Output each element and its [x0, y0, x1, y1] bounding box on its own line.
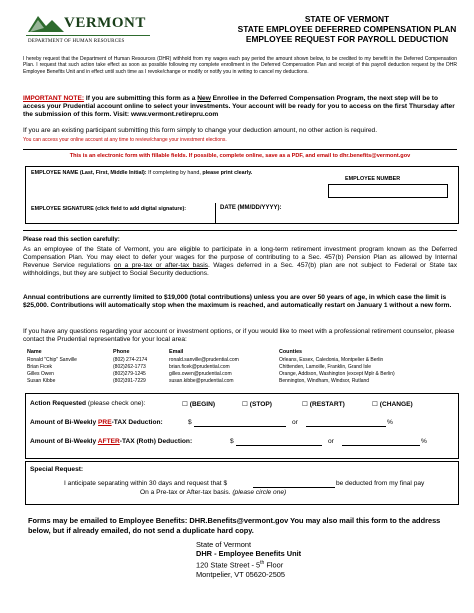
pretax-deduction-label: Amount of Bi-Weekly PRE-TAX Deduction: [30, 419, 163, 426]
action-begin-option[interactable]: ☐ (BEGIN) [182, 401, 216, 408]
employee-number-label: EMPLOYEE NUMBER [345, 176, 401, 182]
logo-name: VERMONT [64, 15, 146, 31]
date-label: DATE (MM/DD/YYYY): [220, 205, 282, 211]
rep-phone: (802)279-1245 [113, 371, 146, 377]
final-pay-amount-field[interactable] [253, 479, 335, 488]
tax-basis-choice[interactable]: On a Pre-tax or After-tax basis. (please circle one) [140, 489, 287, 496]
action-stop-option[interactable]: ☐ (STOP) [242, 401, 272, 408]
checkbox-icon[interactable]: ☐ [242, 401, 248, 408]
aftertax-percent-field[interactable] [342, 437, 420, 446]
mailing-address [196, 540, 301, 579]
col-email-header: Email [169, 349, 184, 355]
rep-counties: Orleans, Essex, Caledonia, Montpelier & Berlin [279, 357, 384, 363]
checkbox-icon[interactable]: ☐ [302, 401, 308, 408]
rep-name: Brian Ficek [27, 364, 53, 370]
rep-counties: Chittenden, Lamoille, Franklin, Grand Isle [279, 364, 371, 370]
rep-email[interactable]: ronald.sanville@prudential.com [169, 357, 239, 363]
employee-signature-field[interactable] [31, 213, 211, 222]
aftertax-dollar-field[interactable] [236, 437, 322, 446]
employee-signature-label: EMPLOYEE SIGNATURE (click field to add digital signature): [31, 206, 187, 212]
read-carefully-heading: Please read this section carefully: [23, 237, 120, 243]
col-name-header: Name [27, 349, 42, 355]
col-counties-header: Counties [279, 349, 303, 355]
rep-phone: (802) 274-2174 [113, 357, 148, 363]
contribution-limit-paragraph: Annual contributions are currently limited to $19,000 (total contributions) unless you are over 50 years of age, in which case the limit is $25,000. Contributions will automatically stop when the maximum is reached, and automatically restart on January 1 without a new form. [23, 294, 452, 309]
address-line2: DHR - Employee Benefits Unit [196, 549, 302, 559]
header-line2: STATE EMPLOYEE DEFERRED COMPENSATION PLAN [237, 24, 457, 34]
employee-number-field[interactable] [328, 184, 448, 198]
action-restart-option[interactable]: ☐ (RESTART) [302, 401, 345, 408]
rep-name: Ronald "Chip" Sanville [27, 357, 77, 363]
rep-counties: Bennington, Windham, Windsor, Rutland [279, 378, 370, 384]
important-note: IMPORTANT NOTE: If you are submitting this form as a New Enrollee in the Deferred Compensation Program, the next step will be to access your Prudential account online to select your investments. Your account will be ready for you to access on the first Thursday after the submission of this form. Visit: www.vermont.retirepru.com [23, 95, 455, 118]
address-line3: 120 State Street - 5th Floor [196, 559, 284, 570]
rep-email[interactable]: susan.kibbe@prudential.com [169, 378, 234, 384]
logo [26, 12, 161, 52]
existing-participant-note: If you are an existing participant submitting this form simply to change your deduction amount, no other action is required. [23, 127, 378, 134]
action-change-option[interactable]: ☐ (CHANGE) [372, 401, 413, 408]
header-line1: STATE OF VERMONT [304, 14, 390, 24]
rep-email[interactable]: gilles.owen@prudential.com [169, 371, 232, 377]
online-account-note: You can access your online account at any time to review/change your investment elections. [23, 137, 227, 143]
important-note-label: IMPORTANT NOTE: [23, 95, 85, 102]
contact-paragraph: If you have any questions regarding your account or investment options, or if you would like to meet with a professional retirement counselor, please contact the Prudential representative for your local area: [23, 328, 455, 343]
pretax-dollar-field[interactable] [194, 418, 286, 427]
address-line4: Montpelier, VT 05620-2505 [196, 569, 286, 579]
intro-paragraph: I hereby request that the Department of Human Resources (DHR) withhold from my wages each pay period the amount shown below, to be credited to my benefit in the Deferred Compensation Plan. I request that such action take effect as soon as possible following my complete enrollment in the Deferred Compensation Plan and receipt of this payroll deduction request by the DHR Employee Benefits Unit and in effect until such time as I revoke/change or modify or notify you in writing to cancel my deductions. [23, 56, 457, 75]
representatives-table [27, 349, 447, 391]
date-field[interactable] [215, 203, 315, 223]
rep-counties: Orange, Addison, Washington (except Mplr & Berlin) [279, 371, 395, 377]
rep-email[interactable]: brian.ficek@prudential.com [169, 364, 230, 370]
header-line3: EMPLOYEE REQUEST FOR PAYROLL DEDUCTION [245, 34, 449, 44]
special-request-text: I anticipate separating within 30 days and request that $ [64, 480, 228, 487]
special-request-label: Special Request: [30, 466, 84, 473]
rep-name: Gilles Owen [27, 371, 54, 377]
aftertax-deduction-label: Amount of Bi-Weekly AFTER-TAX (Roth) Deduction: [30, 438, 193, 445]
employee-name-field[interactable] [31, 180, 311, 197]
rep-name: Susan Kibbe [27, 378, 56, 384]
address-line1: State of Vermont [196, 540, 252, 549]
eligibility-paragraph: As an employee of the State of Vermont, you are eligible to participate in a long-term retirement investment program known as the Deferred Compensation Plan. You may elect to defer your wages for the purpose of contributing to a Sec. 457(b) Pension Plan as allowed by Internal Revenue Service regulations on a pre-tax or after-tax basis. Wages deferred in a Sec. 457(b) plan are not subject to Federal or State tax withholdings, but they are subject to Social Security deductions. [23, 246, 457, 277]
checkbox-icon[interactable]: ☐ [372, 401, 378, 408]
electronic-form-note: This is an electronic form with fillable fields. If possible, complete online, save as a PDF, and email to dhr.benefits@vermont.gov [69, 153, 411, 159]
employee-name-label: EMPLOYEE NAME (Last, First, Middle Initial): If completing by hand, please print clearly. [31, 170, 253, 176]
mail-instructions: Forms may be emailed to Employee Benefits: DHR.Benefits@vermont.gov You may also mail this form to the address below, but if already emailed, do not send a duplicate hard copy. [28, 516, 441, 535]
rep-phone: (802)391-7229 [113, 378, 146, 384]
logo-department: DEPARTMENT OF HUMAN RESOURCES [28, 39, 125, 44]
action-requested-row: Action Requested (please check one): [30, 400, 146, 407]
rep-phone: (802)262-1773 [113, 364, 146, 370]
mountain-logo-icon [26, 12, 66, 34]
form-header [232, 14, 462, 44]
col-phone-header: Phone [113, 349, 130, 355]
pretax-percent-field[interactable] [306, 418, 386, 427]
checkbox-icon[interactable]: ☐ [182, 401, 188, 408]
